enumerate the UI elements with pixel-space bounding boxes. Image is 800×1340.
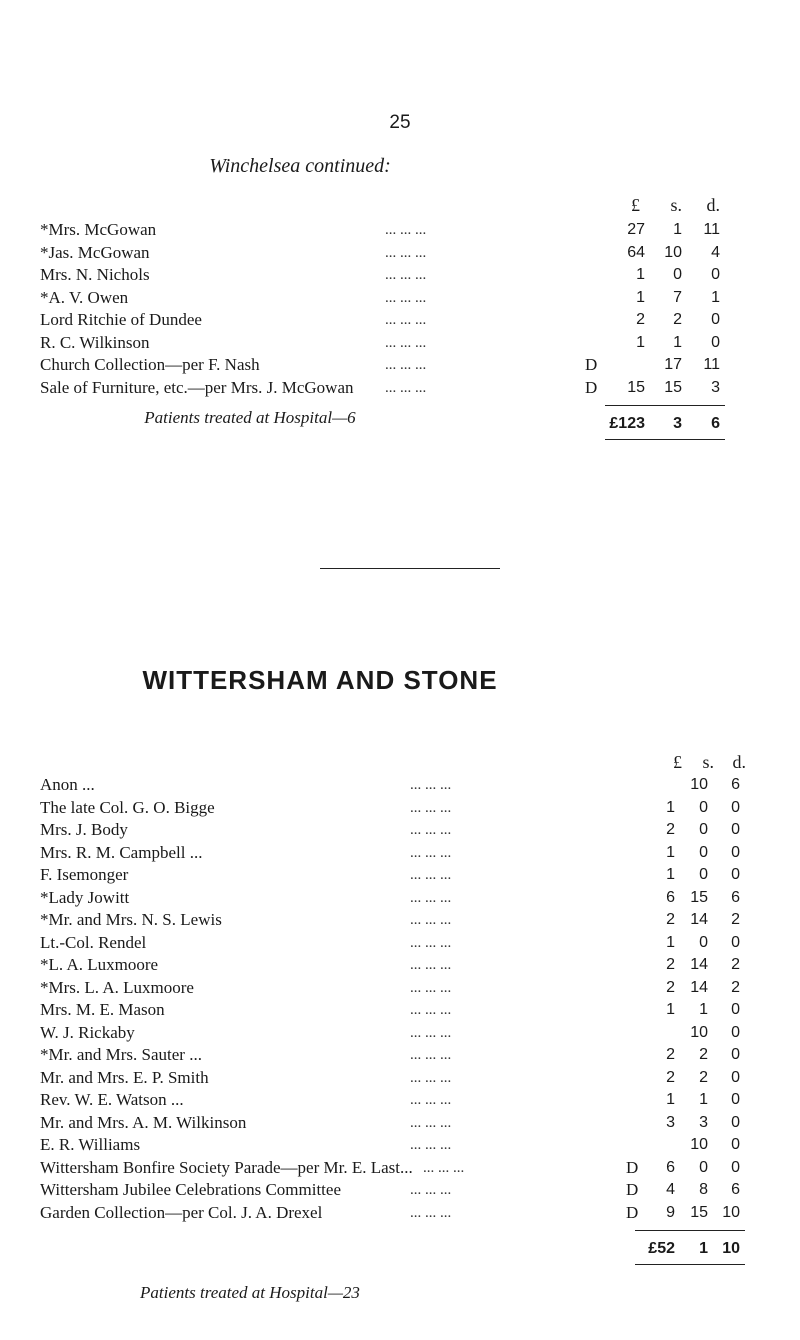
amount-pounds: 1 <box>666 1001 675 1018</box>
amount-shillings: 10 <box>690 1023 708 1041</box>
ledger-row <box>40 842 760 864</box>
amount-pence: 0 <box>711 311 720 328</box>
amount-pounds: 2 <box>666 978 675 996</box>
leader-dots: ... ... ... <box>410 957 452 973</box>
ledger-row <box>40 909 760 931</box>
ledger-row <box>40 797 760 819</box>
ledger-row <box>40 1112 760 1134</box>
amount-shillings: 0 <box>699 843 708 861</box>
ledger-row <box>40 1067 760 1089</box>
section-heading-wittersham: WITTERSHAM AND STONE <box>142 665 498 695</box>
leader-dots: ... ... ... <box>410 844 452 861</box>
amount-shillings: 14 <box>690 956 708 973</box>
donor-name: W. J. Rickaby <box>40 1022 135 1042</box>
amount-pence: 0 <box>731 866 740 883</box>
amount-pence: 2 <box>731 911 740 928</box>
leader-dots: ... ... ... <box>410 1137 452 1153</box>
amount-pence: 2 <box>731 978 740 996</box>
amount-pence: 0 <box>731 1001 740 1018</box>
amount-shillings: 0 <box>699 821 708 838</box>
amount-shillings: 17 <box>664 356 682 373</box>
donor-name: *Mr. and Mrs. Sauter ... <box>40 1045 202 1064</box>
ledger-row <box>40 264 760 286</box>
amount-pence: 0 <box>731 1136 740 1153</box>
amount-pence: 11 <box>703 356 720 373</box>
leader-dots: ... ... ... <box>385 267 427 283</box>
leader-dots: ... ... ... <box>410 1047 452 1063</box>
amount-shillings: 2 <box>699 1068 708 1086</box>
section-divider <box>320 568 500 569</box>
amount-pounds: 6 <box>666 1158 675 1176</box>
total-pence: 6 <box>711 415 720 432</box>
donor-name: Lt.-Col. Rendel <box>40 932 147 952</box>
amount-shillings: 1 <box>699 1001 708 1018</box>
leader-dots: ... ... ... <box>410 1024 452 1041</box>
amount-pounds: 15 <box>627 378 645 396</box>
donor-name: Garden Collection—per Col. J. A. Drexel <box>40 1202 323 1222</box>
amount-pence: 0 <box>731 821 740 838</box>
amount-shillings: 7 <box>673 288 682 306</box>
total-shillings: 3 <box>673 415 682 432</box>
amount-shillings: 0 <box>699 933 708 951</box>
amount-pounds: 2 <box>666 821 675 838</box>
patients-note-winchelsea: Patients treated at Hospital—6 <box>144 408 356 427</box>
amount-pounds: 1 <box>636 266 645 283</box>
amount-pounds: 1 <box>666 798 675 816</box>
ledger-row <box>40 1044 760 1066</box>
leader-dots: ... ... ... <box>410 934 452 951</box>
ledger-row <box>40 1202 760 1224</box>
ledger-row <box>40 354 760 376</box>
total-pounds: £52 <box>648 1240 675 1257</box>
leader-dots: ... ... ... <box>385 222 427 238</box>
deposit-mark: D <box>626 1180 639 1199</box>
amount-pounds: 1 <box>666 933 675 951</box>
amount-pounds: 2 <box>666 1046 675 1063</box>
donor-name: Rev. W. E. Watson ... <box>40 1090 184 1109</box>
section-heading-winchelsea: Winchelsea continued: <box>209 155 391 177</box>
ledger-row <box>40 954 760 976</box>
header-pence: d. <box>732 752 746 772</box>
amount-shillings: 14 <box>690 978 708 996</box>
page-number: 25 <box>389 112 411 133</box>
leader-dots: ... ... ... <box>385 244 427 261</box>
leader-dots: ... ... ... <box>410 1182 452 1198</box>
leader-dots: ... ... ... <box>410 889 452 906</box>
total-rule-top <box>605 405 725 406</box>
amount-pounds: 2 <box>636 311 645 328</box>
header-pounds: £ <box>673 752 682 772</box>
donor-name: Mrs. R. M. Campbell ... <box>40 842 203 862</box>
leader-dots: ... ... ... <box>410 1002 452 1018</box>
ledger-row <box>40 1022 760 1044</box>
amount-pounds: 3 <box>666 1113 675 1131</box>
ledger-row <box>40 819 760 841</box>
amount-pence: 4 <box>711 243 720 261</box>
amount-pounds: 1 <box>636 333 645 351</box>
amount-pounds: 1 <box>636 288 645 306</box>
donor-name: E. R. Williams <box>40 1135 141 1154</box>
ledger-row <box>40 1089 760 1111</box>
donor-name: *Jas. McGowan <box>40 242 150 262</box>
amount-shillings: 15 <box>690 1203 708 1221</box>
amount-pence: 10 <box>722 1203 740 1221</box>
donor-name: Mrs. M. E. Mason <box>40 1000 165 1019</box>
donor-name: Mrs. N. Nichols <box>40 265 150 284</box>
amount-shillings: 8 <box>699 1181 708 1198</box>
total-pounds: £123 <box>609 415 645 432</box>
donor-name: *Mrs. McGowan <box>40 220 157 239</box>
header-pence: d. <box>706 195 720 215</box>
ledger-row <box>40 932 760 954</box>
amount-pence: 6 <box>731 888 740 906</box>
ledger-row <box>40 242 760 264</box>
amount-pence: 11 <box>703 221 720 238</box>
amount-shillings: 0 <box>673 266 682 283</box>
amount-shillings: 14 <box>690 911 708 928</box>
amount-pence: 0 <box>731 843 740 861</box>
donor-name: F. Isemonger <box>40 865 129 884</box>
header-pounds: £ <box>631 195 640 215</box>
ledger-row <box>40 999 760 1021</box>
leader-dots: ... ... ... <box>410 1114 452 1131</box>
ledger-row <box>40 332 760 354</box>
amount-pence: 6 <box>731 1181 740 1198</box>
leader-dots: ... ... ... <box>385 379 427 396</box>
amount-shillings: 2 <box>699 1046 708 1063</box>
donor-name: R. C. Wilkinson <box>40 332 150 352</box>
donor-name: Wittersham Jubilee Celebrations Committee <box>40 1180 341 1199</box>
ledger-row <box>40 1157 760 1179</box>
leader-dots: ... ... ... <box>410 912 452 928</box>
ledger-row <box>40 1179 760 1201</box>
amount-pence: 3 <box>711 378 720 396</box>
amount-shillings: 1 <box>699 1091 708 1108</box>
total-row <box>40 1238 760 1260</box>
donor-name: Sale of Furniture, etc.—per Mrs. J. McGowan <box>40 377 354 397</box>
amount-shillings: 10 <box>690 776 708 793</box>
amount-pounds: 2 <box>666 1068 675 1086</box>
leader-dots: ... ... ... <box>410 979 452 996</box>
amount-shillings: 2 <box>673 311 682 328</box>
leader-dots: ... ... ... <box>410 1204 452 1221</box>
leader-dots: ... ... ... <box>410 777 452 793</box>
amount-shillings: 0 <box>699 798 708 816</box>
ledger-row <box>40 864 760 886</box>
ledger-row <box>40 309 760 331</box>
donor-name: Church Collection—per F. Nash <box>40 355 260 374</box>
amount-shillings: 3 <box>699 1113 708 1131</box>
amount-pence: 0 <box>731 1113 740 1131</box>
ledger-row <box>40 774 760 796</box>
amount-pounds: 2 <box>666 956 675 973</box>
leader-dots: ... ... ... <box>385 357 427 373</box>
amount-pence: 1 <box>711 288 720 306</box>
amount-pounds: 64 <box>627 243 645 261</box>
ledger-row <box>40 219 760 241</box>
leader-dots: ... ... ... <box>385 334 427 351</box>
leader-dots: ... ... ... <box>410 1092 452 1108</box>
amount-pence: 0 <box>711 266 720 283</box>
donor-name: The late Col. G. O. Bigge <box>40 797 215 817</box>
leader-dots: ... ... ... <box>410 822 452 838</box>
leader-dots: ... ... ... <box>385 312 427 328</box>
amount-pounds: 6 <box>666 888 675 906</box>
leader-dots: ... ... ... <box>410 1069 452 1086</box>
total-rule-top <box>635 1230 745 1231</box>
amount-pounds: 27 <box>627 221 645 238</box>
amount-pounds: 9 <box>666 1203 675 1221</box>
amount-pence: 0 <box>731 933 740 951</box>
amount-pence: 0 <box>711 333 720 351</box>
donor-name: Mr. and Mrs. E. P. Smith <box>40 1067 209 1087</box>
donor-name: Mrs. J. Body <box>40 820 128 839</box>
amount-pence: 6 <box>731 776 740 793</box>
amount-shillings: 1 <box>673 221 682 238</box>
amount-shillings: 15 <box>664 378 682 396</box>
amount-pounds: 2 <box>666 911 675 928</box>
donor-name: *Mrs. L. A. Luxmoore <box>40 977 194 997</box>
ledger-wittersham <box>40 752 760 1312</box>
amount-shillings: 10 <box>690 1136 708 1153</box>
ledger-row <box>40 977 760 999</box>
leader-dots: ... ... ... <box>410 799 452 816</box>
total-pence: 10 <box>722 1240 740 1257</box>
amount-shillings: 15 <box>690 888 708 906</box>
amount-shillings: 0 <box>699 866 708 883</box>
total-rule-bottom <box>635 1264 745 1265</box>
amount-pounds: 1 <box>666 866 675 883</box>
ledger-winchelsea <box>40 195 760 495</box>
total-rule-bottom <box>605 439 725 440</box>
header-shillings: s. <box>702 752 714 772</box>
amount-pence: 0 <box>731 1023 740 1041</box>
amount-pence: 0 <box>731 1091 740 1108</box>
ledger-row <box>40 377 760 399</box>
donor-name: Wittersham Bonfire Society Parade—per Mr. E. Last... <box>40 1157 413 1177</box>
leader-dots: ... ... ... <box>410 867 452 883</box>
donor-name: Anon ... <box>40 775 95 794</box>
amount-pence: 0 <box>731 1046 740 1063</box>
donor-name: *L. A. Luxmoore <box>40 955 159 974</box>
amount-shillings: 10 <box>664 243 682 261</box>
donor-name: Lord Ritchie of Dundee <box>40 310 202 329</box>
amount-pence: 2 <box>731 956 740 973</box>
amount-shillings: 0 <box>699 1158 708 1176</box>
ledger-row <box>40 1134 760 1156</box>
ledger-row <box>40 287 760 309</box>
amount-pounds: 1 <box>666 1091 675 1108</box>
donor-name: *A. V. Owen <box>40 287 129 307</box>
leader-dots: ... ... ... <box>385 289 427 306</box>
header-shillings: s. <box>670 195 682 215</box>
deposit-mark: D <box>585 377 598 397</box>
donor-name: *Mr. and Mrs. N. S. Lewis <box>40 910 222 929</box>
leader-dots: ... ... ... <box>423 1159 465 1176</box>
amount-pence: 0 <box>731 1158 740 1176</box>
amount-pounds: 1 <box>666 843 675 861</box>
amount-pence: 0 <box>731 798 740 816</box>
amount-pence: 0 <box>731 1068 740 1086</box>
patients-note-wittersham: Patients treated at Hospital—23 <box>140 1283 360 1302</box>
amount-pounds: 4 <box>666 1181 675 1198</box>
total-shillings: 1 <box>699 1240 708 1257</box>
ledger-row <box>40 887 760 909</box>
amount-shillings: 1 <box>673 333 682 351</box>
donor-name: Mr. and Mrs. A. M. Wilkinson <box>40 1112 247 1132</box>
deposit-mark: D <box>626 1202 639 1222</box>
deposit-mark: D <box>585 355 598 374</box>
donor-name: *Lady Jowitt <box>40 887 130 907</box>
deposit-mark: D <box>626 1157 639 1177</box>
